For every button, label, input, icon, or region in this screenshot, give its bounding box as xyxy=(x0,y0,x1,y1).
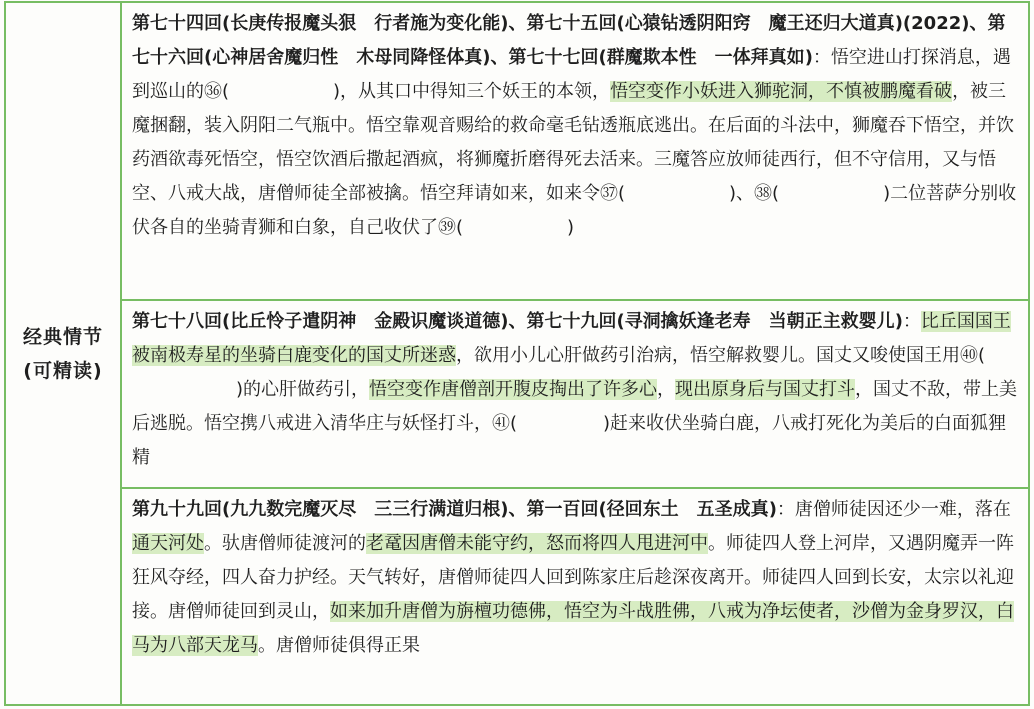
summary-text: 。师徒四人登上河岸，又遇阴魔弄一阵狂风夺经，四人奋力护经。天气转好，唐僧师徒四人回到陈家庄后趁深夜离开。师徒四人回到长安，太宗以礼迎接。唐僧师徒回到灵山， xyxy=(132,533,1014,622)
plot-summary-table xyxy=(4,1,1030,706)
highlighted-text: 现出原身后与国丈打斗 xyxy=(675,379,856,400)
chapter-100-label: )、第一百回( xyxy=(500,499,607,520)
highlighted-text: 比丘国国王被南极寿星的坐骑白鹿变化的国丈所迷惑 xyxy=(132,311,1011,366)
summary-text: )的心肝做药引， xyxy=(236,379,370,400)
chapter-75-title: 心猿钻透阴阳窍 魔王还归大道真 xyxy=(624,13,895,34)
chapter-76-label: )(2022)、第七十六回( xyxy=(132,13,1006,68)
chapter-78-title: 比丘怜子遣阴神 金殿识魔谈道德 xyxy=(230,311,501,332)
highlighted-text: 悟空变作唐僧剖开腹皮掏出了许多心 xyxy=(369,379,658,400)
summary-text: )赶来收伏坐骑白鹿，八戒打死化为美后的白面狐狸精 xyxy=(132,413,1007,468)
summary-text: ，国丈不敌，带上美后逃脱。悟空携八戒进入清华庄与妖怪打斗，㊶( xyxy=(132,379,1018,434)
summary-text: ，被三魔捆翻，装入阴阳二气瓶中。悟空靠观音赐给的救命毫毛钻透瓶底逃出。在后面的斗法中，狮魔吞下悟空，并饮药酒欲毒死悟空，悟空饮酒后撒起酒疯，将狮魔折磨得死去活来。三魔答应放师徒西行，但不守信用，又与悟空、八戒大战，唐僧师徒全部被擒。悟空拜请如来，如来令㊲( xyxy=(132,81,1014,204)
highlighted-text: 悟空变作小妖进入狮驼洞，不慎被鹏魔看破 xyxy=(610,81,953,102)
chapter-79-label: )、第七十九回( xyxy=(500,311,625,332)
summary-text: )，从其口中得知三个妖王的本领， xyxy=(333,81,611,102)
category-note: (可精读) xyxy=(23,359,103,382)
summary-text: ，欲用小儿心肝做药引治病，悟空解救婴儿。国丈又唆使国王用㊵( xyxy=(456,345,986,366)
chapter-75-label: )、第七十五回( xyxy=(500,13,625,34)
category-label xyxy=(23,320,103,388)
summary-column xyxy=(122,3,1028,704)
summary-text: 。驮唐僧师徒渡河的 xyxy=(204,533,366,554)
chapter-77-title: 群魔欺本性 一体拜真如 xyxy=(606,47,805,68)
summary-text: 。唐僧师徒俱得正果 xyxy=(258,635,420,656)
summary-text: )、㊳( xyxy=(729,183,780,204)
summary-text: ：唐僧师徒因还少一难，落在 xyxy=(776,499,1011,520)
chapters-74-77-block xyxy=(122,3,1028,299)
chapter-74-title: 长庚传报魔头狠 行者施为变化能 xyxy=(230,13,501,34)
chapter-title-close: ) xyxy=(804,47,813,68)
chapter-title-close: ) xyxy=(768,499,777,520)
chapter-78-label: 第七十八回( xyxy=(132,311,231,332)
chapter-79-title: 寻洞擒妖逢老寿 当朝正主救婴儿 xyxy=(624,311,895,332)
chapter-74-label: 第七十四回( xyxy=(132,13,231,34)
highlighted-text: 老鼋因唐僧未能守约，怒而将四人甩进河中 xyxy=(366,533,708,554)
summary-text: ) xyxy=(567,217,575,238)
summary-text: ： xyxy=(902,311,921,332)
summary-text: ：悟空进山打探消息，遇到巡山的㊱( xyxy=(132,47,1011,102)
chapters-99-100-block xyxy=(122,487,1028,704)
highlighted-text: 通天河处 xyxy=(132,533,204,554)
summary-text: )二位菩萨分别收伏各自的坐骑青狮和白象，自己收伏了㊴( xyxy=(132,183,1017,238)
category-cell xyxy=(6,3,122,704)
chapter-99-title: 九九数完魔灭尽 三三行满道归根 xyxy=(230,499,501,520)
highlighted-text: 如来加升唐僧为旃檀功德佛，悟空为斗战胜佛，八戒为净坛使者，沙僧为金身罗汉，白马为八部天龙马 xyxy=(132,601,1014,656)
chapters-78-79-block xyxy=(122,299,1028,487)
category-title: 经典情节 xyxy=(22,325,103,348)
chapter-title-close: ) xyxy=(894,311,903,332)
chapter-99-label: 第九十九回( xyxy=(132,499,231,520)
chapter-77-label: )、第七十七回( xyxy=(482,47,607,68)
summary-text: ， xyxy=(657,379,676,400)
chapter-100-title: 径回东土 五圣成真 xyxy=(606,499,769,520)
chapter-76-title: 心神居舍魔归性 木母同降怪体真 xyxy=(212,47,483,68)
